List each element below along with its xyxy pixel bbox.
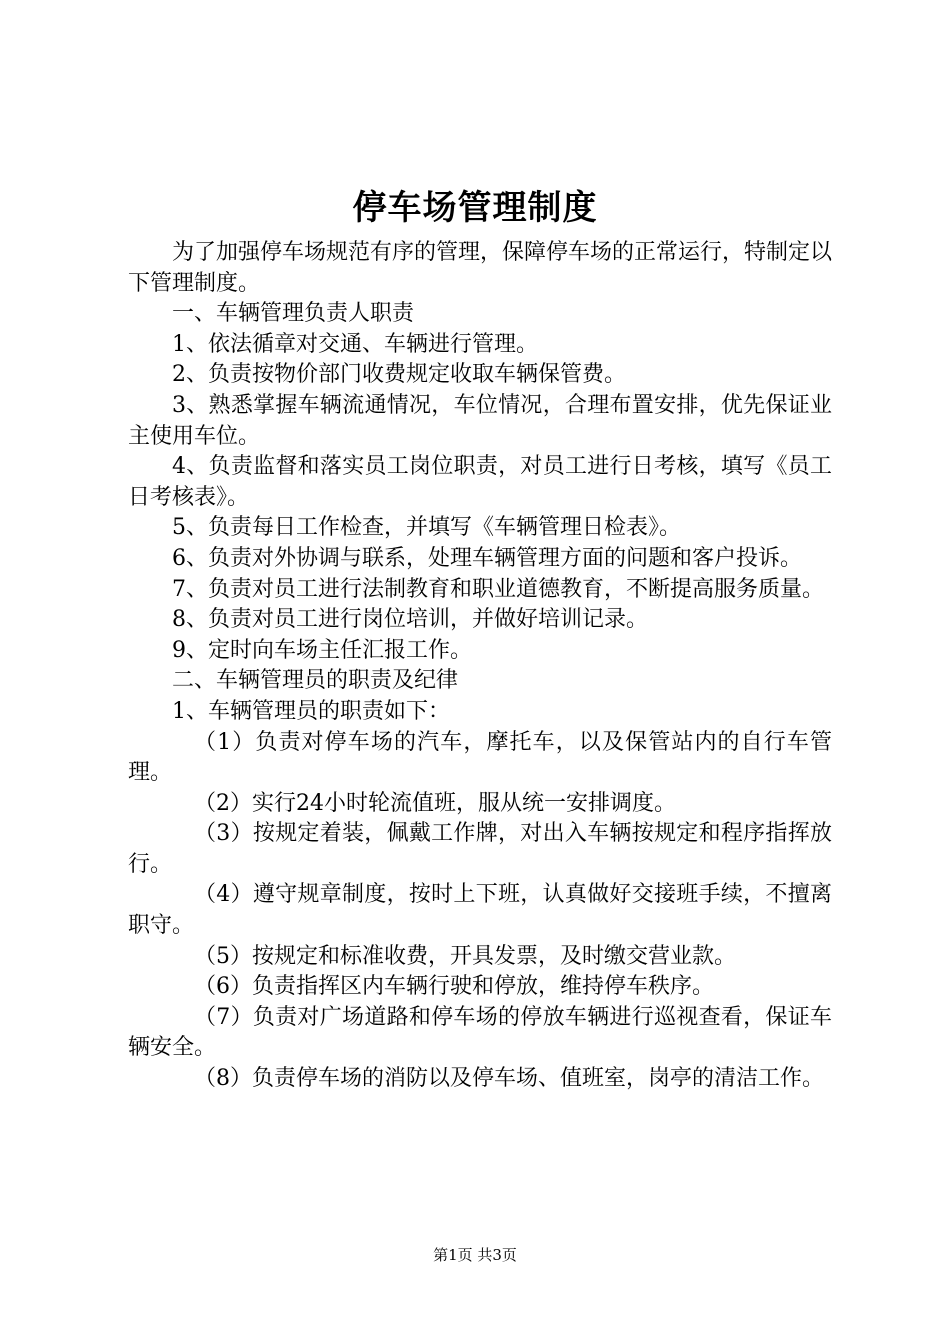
paragraph-item: 3、熟悉掌握车辆流通情况，车位情况，合理布置安排，优先保证业主使用车位。 (128, 392, 832, 449)
paragraph-item: 7、负责对员工进行法制教育和职业道德教育，不断提高服务质量。 (172, 576, 824, 602)
paragraph-item: 9、定时向车场主任汇报工作。 (172, 637, 472, 663)
paragraph-subitem: （4）遵守规章制度，按时上下班，认真做好交接班手续，不擅离职守。 (128, 882, 832, 939)
paragraph-item: 5、负责每日工作检查，并填写《车辆管理日检表》。 (172, 515, 681, 541)
paragraph-subitem: （5）按规定和标准收费，开具发票，及时缴交营业款。 (194, 943, 736, 969)
page-footer: 第1页 共3页 (433, 1246, 517, 1264)
paragraph-subitem: （3）按规定着装，佩戴工作牌，对出入车辆按规定和程序指挥放行。 (128, 821, 832, 877)
paragraph-item: 8、负责对员工进行岗位培训，并做好培训记录。 (172, 607, 648, 633)
paragraph-subitem: （6）负责指挥区内车辆行驶和停放，维持停车秩序。 (194, 974, 714, 1000)
paragraph-item: 1、依法循章对交通、车辆进行管理。 (172, 331, 538, 357)
paragraph-intro: 为了加强停车场规范有序的管理，保障停车场的正常运行，特制定以下管理制度。 (128, 240, 833, 296)
document-body (128, 238, 832, 1095)
paragraph-item: 1、车辆管理员的职责如下： (172, 698, 450, 724)
paragraph-item: 2、负责按物价部门收费规定收取车辆保管费。 (172, 362, 626, 388)
document-title: 停车场管理制度 (352, 188, 598, 228)
paragraph-subitem: （7）负责对广场道路和停车场的停放车辆进行巡视查看，保证车辆安全。 (128, 1004, 832, 1061)
paragraph-subitem: （8）负责停车场的消防以及停车场、值班室，岗亭的清洁工作。 (194, 1066, 824, 1092)
section-heading-2: 二、车辆管理员的职责及纪律 (172, 668, 459, 694)
section-heading-1: 一、车辆管理负责人职责 (172, 301, 415, 327)
paragraph-item: 6、负责对外协调与联系，处理车辆管理方面的问题和客户投诉。 (172, 545, 802, 571)
paragraph-subitem: （1）负责对停车场的汽车，摩托车，以及保管站内的自行车管理。 (128, 729, 832, 786)
paragraph-subitem: （2）实行24小时轮流值班，服从统一安排调度。 (194, 790, 676, 816)
paragraph-item: 4、负责监督和落实员工岗位职责，对员工进行日考核，填写《员工日考核表》。 (128, 454, 832, 510)
